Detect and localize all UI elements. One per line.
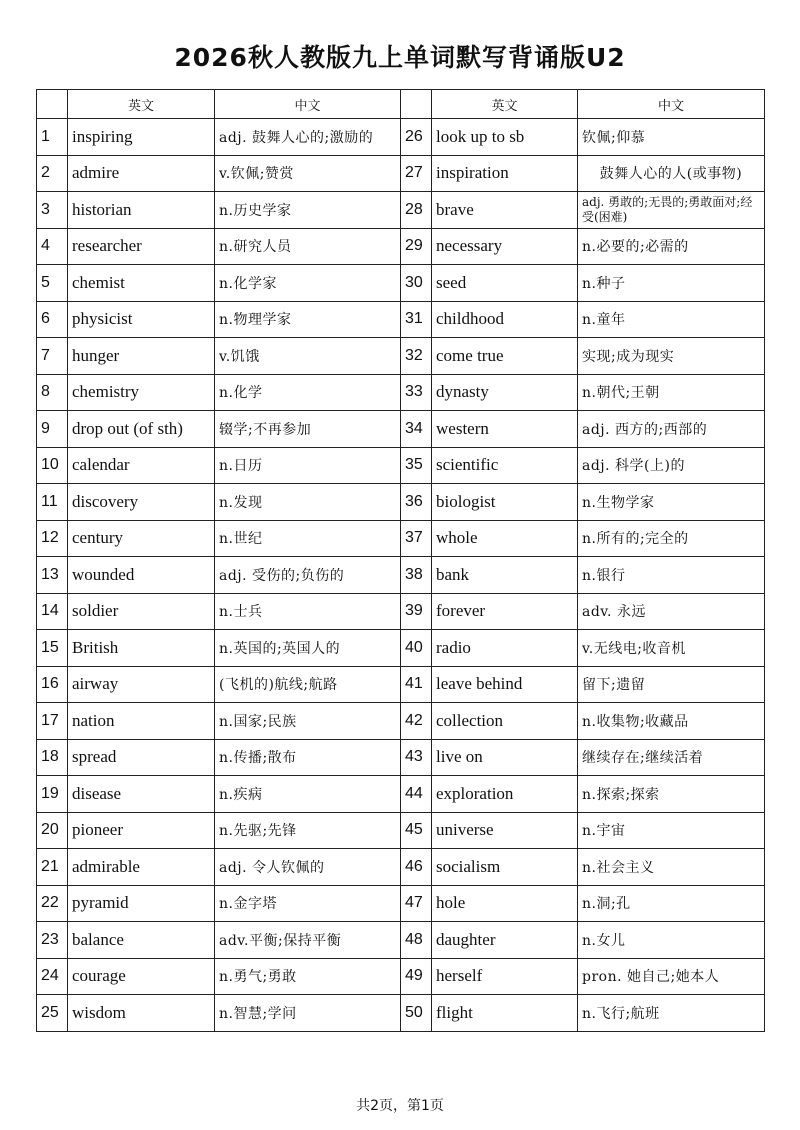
chinese-meaning: n.童年 — [578, 301, 765, 338]
entry-number: 1 — [37, 119, 68, 156]
chinese-meaning: n.飞行;航班 — [578, 995, 765, 1032]
english-word: drop out (of sth) — [68, 411, 215, 448]
header-english-left: 英文 — [68, 90, 215, 119]
chinese-meaning: adv.平衡;保持平衡 — [215, 922, 401, 959]
english-word: radio — [432, 630, 578, 667]
chinese-meaning: 鼓舞人心的人(或事物) — [578, 155, 765, 192]
chinese-meaning: n.化学家 — [215, 265, 401, 302]
entry-number: 29 — [401, 228, 432, 265]
header-blank-left — [37, 90, 68, 119]
entry-number: 40 — [401, 630, 432, 667]
entry-number: 11 — [37, 484, 68, 521]
chinese-meaning: 留下;遗留 — [578, 666, 765, 703]
chinese-meaning: n.英国的;英国人的 — [215, 630, 401, 667]
table-row — [37, 228, 765, 265]
entry-number: 34 — [401, 411, 432, 448]
chinese-meaning: n.疾病 — [215, 776, 401, 813]
english-word: balance — [68, 922, 215, 959]
chinese-meaning: n.金字塔 — [215, 885, 401, 922]
english-word: soldier — [68, 593, 215, 630]
table-row — [37, 958, 765, 995]
english-word: seed — [432, 265, 578, 302]
chinese-meaning: adj. 西方的;西部的 — [578, 411, 765, 448]
chinese-meaning: n.生物学家 — [578, 484, 765, 521]
chinese-meaning: n.所有的;完全的 — [578, 520, 765, 557]
entry-number: 35 — [401, 447, 432, 484]
entry-number: 37 — [401, 520, 432, 557]
entry-number: 4 — [37, 228, 68, 265]
chinese-meaning: v.饥饿 — [215, 338, 401, 375]
chinese-meaning: n.种子 — [578, 265, 765, 302]
table-row — [37, 885, 765, 922]
chinese-meaning: n.先驱;先锋 — [215, 812, 401, 849]
chinese-meaning: 实现;成为现实 — [578, 338, 765, 375]
page-title: 2026秋人教版九上单词默写背诵版U2 — [174, 43, 626, 72]
entry-number: 15 — [37, 630, 68, 667]
english-word: century — [68, 520, 215, 557]
vocabulary-table — [36, 89, 765, 1032]
entry-number: 30 — [401, 265, 432, 302]
chinese-meaning: adj. 令人钦佩的 — [215, 849, 401, 886]
entry-number: 32 — [401, 338, 432, 375]
table-row — [37, 192, 765, 229]
english-word: come true — [432, 338, 578, 375]
english-word: chemist — [68, 265, 215, 302]
entry-number: 8 — [37, 374, 68, 411]
english-word: discovery — [68, 484, 215, 521]
table-row — [37, 484, 765, 521]
entry-number: 23 — [37, 922, 68, 959]
chinese-meaning: n.必要的;必需的 — [578, 228, 765, 265]
chinese-meaning: n.研究人员 — [215, 228, 401, 265]
english-word: childhood — [432, 301, 578, 338]
entry-number: 41 — [401, 666, 432, 703]
entry-number: 18 — [37, 739, 68, 776]
english-word: whole — [432, 520, 578, 557]
english-word: historian — [68, 192, 215, 229]
entry-number: 42 — [401, 703, 432, 740]
entry-number: 48 — [401, 922, 432, 959]
chinese-meaning: n.社会主义 — [578, 849, 765, 886]
entry-number: 28 — [401, 192, 432, 229]
table-row — [37, 301, 765, 338]
table-row — [37, 922, 765, 959]
chinese-meaning: pron. 她自己;她本人 — [578, 958, 765, 995]
english-word: exploration — [432, 776, 578, 813]
table-row — [37, 374, 765, 411]
chinese-meaning: adj. 鼓舞人心的;激励的 — [215, 119, 401, 156]
table-row — [37, 593, 765, 630]
english-word: physicist — [68, 301, 215, 338]
chinese-meaning: adv. 永远 — [578, 593, 765, 630]
entry-number: 49 — [401, 958, 432, 995]
english-word: socialism — [432, 849, 578, 886]
chinese-meaning: 继续存在;继续活着 — [578, 739, 765, 776]
table-row — [37, 119, 765, 156]
entry-number: 21 — [37, 849, 68, 886]
table-row — [37, 411, 765, 448]
table-header-row — [37, 90, 765, 119]
english-word: live on — [432, 739, 578, 776]
table-body — [37, 119, 765, 1032]
english-word: necessary — [432, 228, 578, 265]
entry-number: 43 — [401, 739, 432, 776]
chinese-meaning: n.物理学家 — [215, 301, 401, 338]
chinese-meaning: (飞机的)航线;航路 — [215, 666, 401, 703]
entry-number: 26 — [401, 119, 432, 156]
entry-number: 3 — [37, 192, 68, 229]
entry-number: 19 — [37, 776, 68, 813]
table-row — [37, 447, 765, 484]
header-chinese-left: 中文 — [215, 90, 401, 119]
entry-number: 6 — [37, 301, 68, 338]
table-row — [37, 995, 765, 1032]
chinese-meaning: n.化学 — [215, 374, 401, 411]
english-word: admirable — [68, 849, 215, 886]
chinese-meaning: n.朝代;王朝 — [578, 374, 765, 411]
table-row — [37, 739, 765, 776]
chinese-meaning: 辍学;不再参加 — [215, 411, 401, 448]
entry-number: 25 — [37, 995, 68, 1032]
chinese-meaning: n.探索;探索 — [578, 776, 765, 813]
entry-number: 20 — [37, 812, 68, 849]
chinese-meaning: n.世纪 — [215, 520, 401, 557]
english-word: hunger — [68, 338, 215, 375]
table-row — [37, 630, 765, 667]
english-word: wisdom — [68, 995, 215, 1032]
english-word: universe — [432, 812, 578, 849]
table-row — [37, 849, 765, 886]
table-row — [37, 557, 765, 594]
english-word: collection — [432, 703, 578, 740]
table-row — [37, 265, 765, 302]
english-word: forever — [432, 593, 578, 630]
entry-number: 12 — [37, 520, 68, 557]
entry-number: 7 — [37, 338, 68, 375]
english-word: daughter — [432, 922, 578, 959]
table-row — [37, 812, 765, 849]
entry-number: 38 — [401, 557, 432, 594]
english-word: look up to sb — [432, 119, 578, 156]
chinese-meaning: n.女儿 — [578, 922, 765, 959]
entry-number: 44 — [401, 776, 432, 813]
chinese-meaning: n.士兵 — [215, 593, 401, 630]
english-word: admire — [68, 155, 215, 192]
english-word: disease — [68, 776, 215, 813]
chinese-meaning: v.无线电;收音机 — [578, 630, 765, 667]
chinese-meaning: adj. 受伤的;负伤的 — [215, 557, 401, 594]
english-word: inspiration — [432, 155, 578, 192]
english-word: scientific — [432, 447, 578, 484]
entry-number: 50 — [401, 995, 432, 1032]
entry-number: 16 — [37, 666, 68, 703]
entry-number: 45 — [401, 812, 432, 849]
table-row — [37, 703, 765, 740]
english-word: wounded — [68, 557, 215, 594]
english-word: pyramid — [68, 885, 215, 922]
english-word: western — [432, 411, 578, 448]
header-blank-right — [401, 90, 432, 119]
header-english-right: 英文 — [432, 90, 578, 119]
chinese-meaning: n.历史学家 — [215, 192, 401, 229]
chinese-meaning: n.日历 — [215, 447, 401, 484]
entry-number: 27 — [401, 155, 432, 192]
entry-number: 10 — [37, 447, 68, 484]
english-word: dynasty — [432, 374, 578, 411]
chinese-meaning: n.宇宙 — [578, 812, 765, 849]
english-word: leave behind — [432, 666, 578, 703]
chinese-meaning: adj. 勇敢的;无畏的;勇敢面对;经受(困难) — [578, 192, 765, 229]
english-word: pioneer — [68, 812, 215, 849]
table-row — [37, 776, 765, 813]
entry-number: 14 — [37, 593, 68, 630]
chinese-meaning: n.收集物;收藏品 — [578, 703, 765, 740]
entry-number: 2 — [37, 155, 68, 192]
table-row — [37, 520, 765, 557]
chinese-meaning: n.勇气;勇敢 — [215, 958, 401, 995]
chinese-meaning: n.国家;民族 — [215, 703, 401, 740]
entry-number: 47 — [401, 885, 432, 922]
english-word: inspiring — [68, 119, 215, 156]
entry-number: 5 — [37, 265, 68, 302]
english-word: chemistry — [68, 374, 215, 411]
entry-number: 17 — [37, 703, 68, 740]
english-word: spread — [68, 739, 215, 776]
english-word: British — [68, 630, 215, 667]
entry-number: 22 — [37, 885, 68, 922]
english-word: biologist — [432, 484, 578, 521]
english-word: hole — [432, 885, 578, 922]
english-word: bank — [432, 557, 578, 594]
table-row — [37, 338, 765, 375]
chinese-meaning: n.智慧;学问 — [215, 995, 401, 1032]
english-word: brave — [432, 192, 578, 229]
chinese-meaning: n.发现 — [215, 484, 401, 521]
english-word: herself — [432, 958, 578, 995]
entry-number: 9 — [37, 411, 68, 448]
entry-number: 36 — [401, 484, 432, 521]
table-row — [37, 666, 765, 703]
entry-number: 46 — [401, 849, 432, 886]
english-word: nation — [68, 703, 215, 740]
entry-number: 39 — [401, 593, 432, 630]
chinese-meaning: n.洞;孔 — [578, 885, 765, 922]
entry-number: 13 — [37, 557, 68, 594]
chinese-meaning: adj. 科学(上)的 — [578, 447, 765, 484]
entry-number: 24 — [37, 958, 68, 995]
chinese-meaning: v.钦佩;赞赏 — [215, 155, 401, 192]
chinese-meaning: n.传播;散布 — [215, 739, 401, 776]
header-chinese-right: 中文 — [578, 90, 765, 119]
english-word: calendar — [68, 447, 215, 484]
table-row — [37, 155, 765, 192]
english-word: airway — [68, 666, 215, 703]
english-word: flight — [432, 995, 578, 1032]
english-word: courage — [68, 958, 215, 995]
english-word: researcher — [68, 228, 215, 265]
entry-number: 33 — [401, 374, 432, 411]
entry-number: 31 — [401, 301, 432, 338]
chinese-meaning: n.银行 — [578, 557, 765, 594]
page-footer: 共2页，第1页 — [356, 1098, 444, 1114]
chinese-meaning: 钦佩;仰慕 — [578, 119, 765, 156]
